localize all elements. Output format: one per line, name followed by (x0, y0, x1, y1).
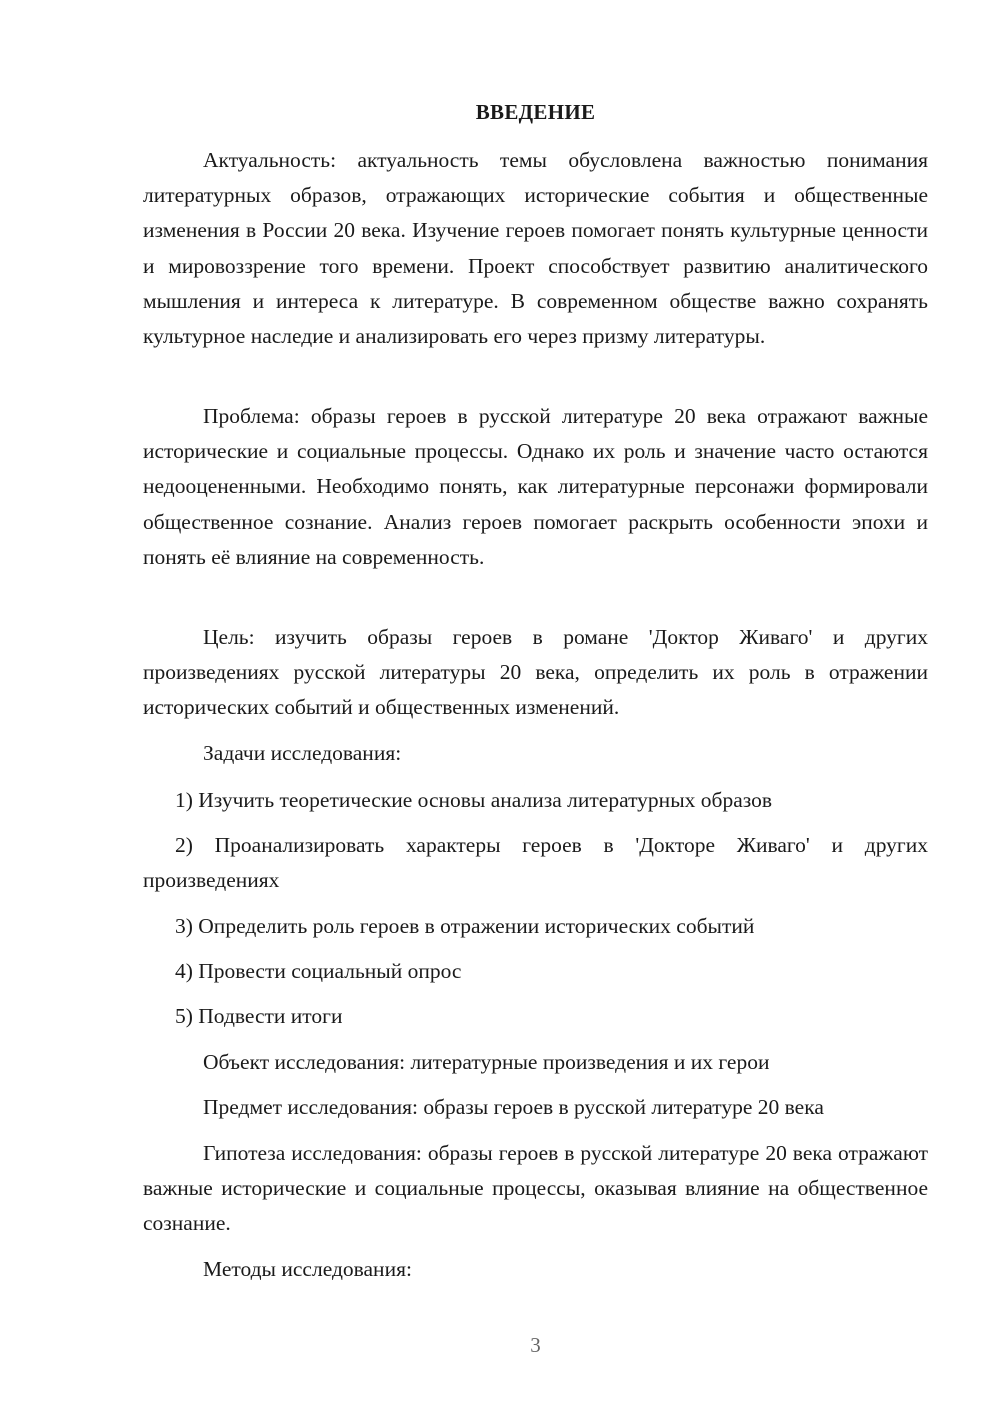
paragraph-problem: Проблема: образы героев в русской литературе 20 века отражают важные исторические и социальные процессы. Однако их роль и значение часто остаются недооцененными. Необходимо понять, как литературные персонажи формировали общественное сознание. Анализ героев помогает раскрыть особенности эпохи и понять её влияние на современность. (143, 404, 928, 569)
paragraph-object: Объект исследования: литературные произведения и их герои (203, 1050, 770, 1074)
task-item-5: 5) Подвести итоги (175, 1004, 343, 1028)
paragraph-goal: Цель: изучить образы героев в романе 'Доктор Живаго' и других произведениях русской литературы 20 века, определить их роль в отражении исторических событий и общественных изменений. (143, 625, 928, 720)
paragraph-hypothesis: Гипотеза исследования: образы героев в русской литературе 20 века отражают важные исторические и социальные процессы, оказывая влияние на общественное сознание. (143, 1141, 928, 1236)
document-page (143, 0, 928, 1414)
task-item-2: 2) Проанализировать характеры героев в 'Докторе Живаго' и других произведениях (143, 833, 928, 893)
methods-heading: Методы исследования: (203, 1257, 412, 1281)
section-title: ВВЕДЕНИЕ (475, 100, 596, 124)
paragraph-relevance: Актуальность: актуальность темы обусловлена важностью понимания литературных образов, отражающих исторические события и общественные изменения в России 20 века. Изучение героев помогает понять культурные ценности и мировоззрение того времени. Проект способствует развитию аналитического мышления и интереса к литературе. В современном обществе важно сохранять культурное наследие и анализировать его через призму литературы. (143, 148, 928, 349)
task-item-1: 1) Изучить теоретические основы анализа литературных образов (175, 788, 773, 812)
task-item-3: 3) Определить роль героев в отражении исторических событий (175, 914, 755, 938)
paragraph-subject: Предмет исследования: образы героев в русской литературе 20 века (203, 1095, 824, 1119)
tasks-heading: Задачи исследования: (203, 741, 402, 765)
task-item-4: 4) Провести социальный опрос (175, 959, 462, 983)
page-number: 3 (530, 1333, 541, 1357)
